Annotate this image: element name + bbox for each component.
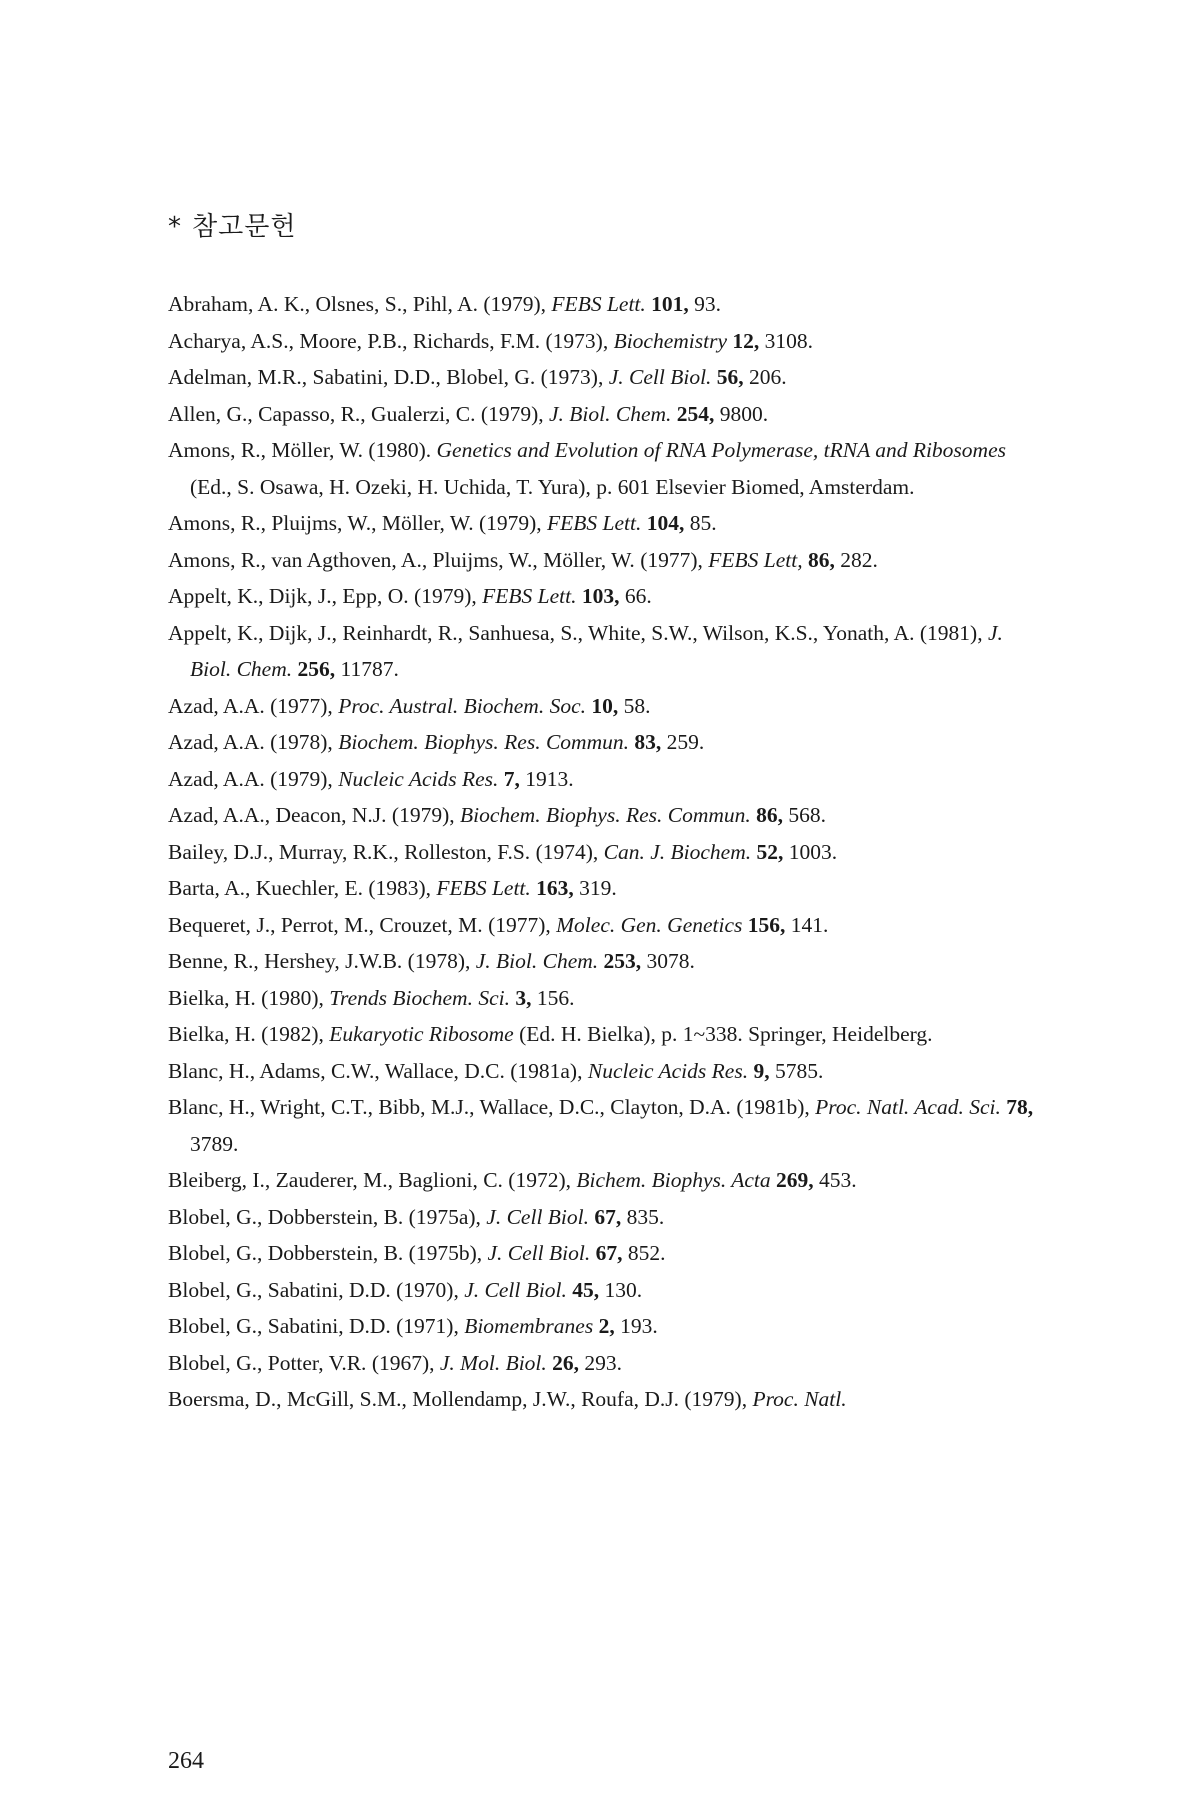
reference-journal: Genetics and Evolution of RNA Polymerase, tRNA and Ribosomes	[436, 438, 1006, 462]
reference-journal: FEBS Lett.	[547, 511, 642, 535]
reference-year: (1981a),	[510, 1058, 583, 1083]
reference-authors: Blobel, G., Potter, V.R.	[168, 1350, 367, 1375]
reference-authors: Blobel, G., Sabatini, D.D.	[168, 1314, 391, 1338]
page-number: 264	[168, 1748, 204, 1774]
reference-pages: 453.	[819, 1168, 857, 1192]
reference-volume: 56,	[716, 365, 744, 389]
reference-pages: 58.	[623, 693, 651, 718]
reference-year: (1970),	[396, 1277, 459, 1302]
reference-pages: 5785.	[774, 1058, 824, 1083]
reference-pages: 193.	[620, 1314, 658, 1338]
reference-entry	[168, 1089, 1048, 1162]
reference-entry	[168, 688, 1048, 725]
reference-year: (1979),	[483, 292, 547, 316]
reference-volume: 45,	[572, 1277, 600, 1302]
reference-journal: Biochem. Biophys. Res. Commun.	[459, 803, 751, 827]
reference-year: (1978),	[407, 949, 471, 973]
reference-pages: 11787.	[340, 657, 399, 681]
reference-authors: Amons, R., Möller, W.	[168, 438, 364, 462]
reference-entry	[168, 542, 1048, 579]
reference-journal: Biochem. Biophys. Res. Commun.	[338, 730, 629, 754]
reference-volume: 86,	[756, 803, 784, 827]
reference-journal: J. Biol. Chem.	[548, 401, 672, 426]
reference-year: (1979),	[270, 766, 333, 791]
reference-entry	[168, 1162, 1048, 1199]
reference-volume: 254,	[676, 401, 715, 426]
reference-journal: J. Cell Biol.	[608, 365, 712, 389]
reference-entry	[168, 432, 1048, 505]
reference-pages: 259.	[666, 730, 705, 754]
reference-entry	[168, 943, 1048, 980]
reference-entry	[168, 578, 1048, 615]
reference-year: (1979),	[414, 584, 477, 608]
reference-pages: 3789.	[190, 1131, 239, 1156]
reference-entry	[168, 615, 1048, 688]
reference-year: (1975a),	[408, 1204, 481, 1229]
reference-pages: (Ed. H. Bielka), p. 1~338. Springer, Heidelberg.	[519, 1022, 933, 1046]
reference-pages: (Ed., S. Osawa, H. Ozeki, H. Uchida, T. Yura), p. 601 Elsevier Biomed, Amsterdam.	[190, 474, 915, 499]
reference-pages: 282.	[840, 547, 878, 572]
reference-entry	[168, 396, 1048, 433]
reference-volume: 3,	[515, 985, 532, 1010]
reference-volume: 103,	[581, 584, 620, 608]
reference-entry	[168, 505, 1048, 542]
reference-pages: 1003.	[788, 839, 838, 864]
reference-authors: Amons, R., Pluijms, W., Möller, W.	[168, 511, 474, 535]
reference-authors: Azad, A.A.	[168, 693, 265, 718]
reference-entry	[168, 907, 1048, 944]
reference-authors: Benne, R., Hershey, J.W.B.	[168, 949, 403, 973]
reference-volume: 9,	[753, 1058, 770, 1083]
reference-pages: 1913.	[525, 766, 574, 791]
reference-entry	[168, 1308, 1048, 1345]
reference-journal: Proc. Natl.	[752, 1387, 847, 1411]
reference-journal: J. Mol. Biol.	[439, 1350, 547, 1375]
reference-pages: 93.	[694, 292, 722, 316]
reference-entry	[168, 323, 1048, 360]
heading-title: 참고문헌	[192, 212, 297, 242]
reference-authors: Blobel, G., Dobberstein, B.	[168, 1241, 404, 1265]
reference-volume: 104,	[646, 511, 685, 535]
reference-authors: Allen, G., Capasso, R., Gualerzi, C.	[168, 401, 476, 426]
reference-pages: 3108.	[764, 328, 814, 353]
reference-authors: Azad, A.A., Deacon, N.J.	[168, 803, 387, 827]
reference-authors: Boersma, D., McGill, S.M., Mollendamp, J.W., Roufa, D.J.	[168, 1387, 680, 1411]
reference-volume: 10,	[591, 693, 619, 718]
reference-authors: Amons, R., van Agthoven, A., Pluijms, W., Möller, W.	[168, 547, 635, 572]
reference-authors: Bequeret, J., Perrot, M., Crouzet, M.	[168, 912, 483, 937]
reference-journal: FEBS Lett,	[708, 547, 803, 572]
reference-year: (1967),	[371, 1350, 435, 1375]
reference-authors: Adelman, M.R., Sabatini, D.D., Blobel, G.	[168, 365, 536, 389]
reference-journal: Proc. Natl. Acad. Sci.	[815, 1095, 1001, 1119]
reference-year: (1978),	[270, 730, 333, 754]
reference-entry	[168, 724, 1048, 761]
reference-year: (1979),	[684, 1387, 748, 1411]
reference-pages: 206.	[749, 365, 787, 389]
reference-journal: FEBS Lett.	[436, 876, 531, 900]
reference-year: (1979),	[391, 803, 455, 827]
reference-entry	[168, 1199, 1048, 1236]
reference-entry	[168, 286, 1048, 323]
reference-authors: Bailey, D.J., Murray, R.K., Rolleston, F.S.	[168, 839, 531, 864]
asterisk-mark: *	[168, 212, 182, 242]
reference-journal: J. Cell Biol.	[487, 1241, 591, 1265]
reference-year: (1977),	[488, 912, 551, 937]
reference-journal: Molec. Gen. Genetics	[556, 912, 743, 937]
reference-authors: Appelt, K., Dijk, J., Reinhardt, R., Sanhuesa, S., White, S.W., Wilson, K.S., Yonath, A.	[168, 620, 915, 645]
reference-volume: 101,	[651, 292, 689, 316]
reference-authors: Blanc, H., Adams, C.W., Wallace, D.C.	[168, 1058, 505, 1083]
reference-entry	[168, 1272, 1048, 1309]
reference-volume: 52,	[756, 839, 784, 864]
reference-authors: Bielka, H.	[168, 985, 256, 1010]
reference-journal: Proc. Austral. Biochem. Soc.	[338, 693, 586, 718]
reference-year: (1975b),	[408, 1241, 483, 1265]
reference-entry	[168, 980, 1048, 1017]
reference-authors: Bielka, H.	[168, 1022, 256, 1046]
reference-journal: Can. J. Biochem.	[603, 839, 752, 864]
reference-year: (1980).	[368, 438, 432, 462]
reference-entry	[168, 1053, 1048, 1090]
reference-authors: Bleiberg, I., Zauderer, M., Baglioni, C.	[168, 1168, 503, 1192]
reference-pages: 3078.	[646, 949, 695, 973]
reference-pages: 141.	[790, 912, 829, 937]
reference-volume: 83,	[634, 730, 662, 754]
reference-authors: Blobel, G., Sabatini, D.D.	[168, 1277, 391, 1302]
reference-year: (1981b),	[736, 1095, 810, 1119]
reference-pages: 9800.	[719, 401, 769, 426]
reference-year: (1973),	[545, 328, 609, 353]
reference-volume: 269,	[776, 1168, 814, 1192]
reference-year: (1979),	[480, 401, 544, 426]
reference-volume: 2,	[598, 1314, 615, 1338]
reference-year: (1983),	[368, 876, 432, 900]
reference-journal: J. Cell Biol.	[486, 1204, 589, 1229]
reference-volume: 12,	[732, 328, 760, 353]
reference-journal: J. Biol. Chem.	[475, 949, 599, 973]
reference-volume: 156,	[747, 912, 786, 937]
reference-entry	[168, 797, 1048, 834]
reference-journal: Eukaryotic Ribosome	[329, 1022, 514, 1046]
reference-list	[168, 286, 1048, 1418]
reference-journal: Biomembranes	[464, 1314, 594, 1338]
reference-pages: 293.	[584, 1350, 623, 1375]
reference-entry	[168, 1381, 1048, 1418]
reference-year: (1982),	[261, 1022, 324, 1046]
reference-entry	[168, 761, 1048, 798]
reference-year: (1971),	[396, 1314, 459, 1338]
reference-entry	[168, 870, 1048, 907]
reference-entry	[168, 1016, 1048, 1053]
reference-volume: 78,	[1006, 1095, 1034, 1119]
reference-volume: 256,	[297, 657, 336, 681]
reference-journal: FEBS Lett.	[482, 584, 577, 608]
reference-journal: FEBS Lett.	[551, 292, 646, 316]
reference-pages: 66.	[624, 584, 652, 608]
reference-volume: 67,	[595, 1241, 623, 1265]
reference-volume: 26,	[552, 1350, 580, 1375]
reference-authors: Barta, A., Kuechler, E.	[168, 876, 363, 900]
reference-journal: J. Cell Biol.	[464, 1277, 567, 1302]
reference-year: (1981),	[919, 620, 983, 645]
reference-journal: Nucleic Acids Res.	[338, 766, 499, 791]
reference-year: (1972),	[508, 1168, 571, 1192]
reference-volume: 67,	[594, 1204, 622, 1229]
reference-pages: 319.	[579, 876, 617, 900]
section-heading	[168, 206, 296, 243]
reference-year: (1980),	[261, 985, 324, 1010]
reference-authors: Abraham, A. K., Olsnes, S., Pihl, A.	[168, 292, 478, 316]
reference-year: (1979),	[478, 511, 542, 535]
reference-authors: Acharya, A.S., Moore, P.B., Richards, F.M.	[168, 328, 541, 353]
reference-authors: Appelt, K., Dijk, J., Epp, O.	[168, 584, 409, 608]
reference-year: (1973),	[540, 365, 604, 389]
reference-journal: Bichem. Biophys. Acta	[576, 1168, 771, 1192]
reference-year: (1977),	[270, 693, 333, 718]
reference-pages: 852.	[627, 1241, 666, 1265]
reference-authors: Blanc, H., Wright, C.T., Bibb, M.J., Wallace, D.C., Clayton, D.A.	[168, 1095, 731, 1119]
reference-year: (1977),	[640, 547, 703, 572]
reference-entry	[168, 1235, 1048, 1272]
reference-entry	[168, 1345, 1048, 1382]
reference-journal: Nucleic Acids Res.	[587, 1058, 749, 1083]
reference-pages: 130.	[604, 1277, 643, 1302]
reference-volume: 7,	[503, 766, 520, 791]
reference-journal: Trends Biochem. Sci.	[329, 985, 510, 1010]
reference-pages: 835.	[626, 1204, 665, 1229]
reference-pages: 85.	[689, 511, 717, 535]
reference-journal: J. Biol. Chem.	[190, 620, 1003, 681]
reference-pages: 568.	[788, 803, 827, 827]
reference-journal: Biochemistry	[613, 328, 728, 353]
reference-entry	[168, 834, 1048, 871]
reference-pages: 156.	[536, 985, 575, 1010]
reference-authors: Azad, A.A.	[168, 730, 265, 754]
reference-volume: 163,	[536, 876, 574, 900]
reference-authors: Blobel, G., Dobberstein, B.	[168, 1204, 404, 1229]
reference-year: (1974),	[535, 839, 599, 864]
reference-entry	[168, 359, 1048, 396]
reference-volume: 86,	[808, 547, 835, 572]
reference-volume: 253,	[603, 949, 642, 973]
reference-authors: Azad, A.A.	[168, 766, 265, 791]
